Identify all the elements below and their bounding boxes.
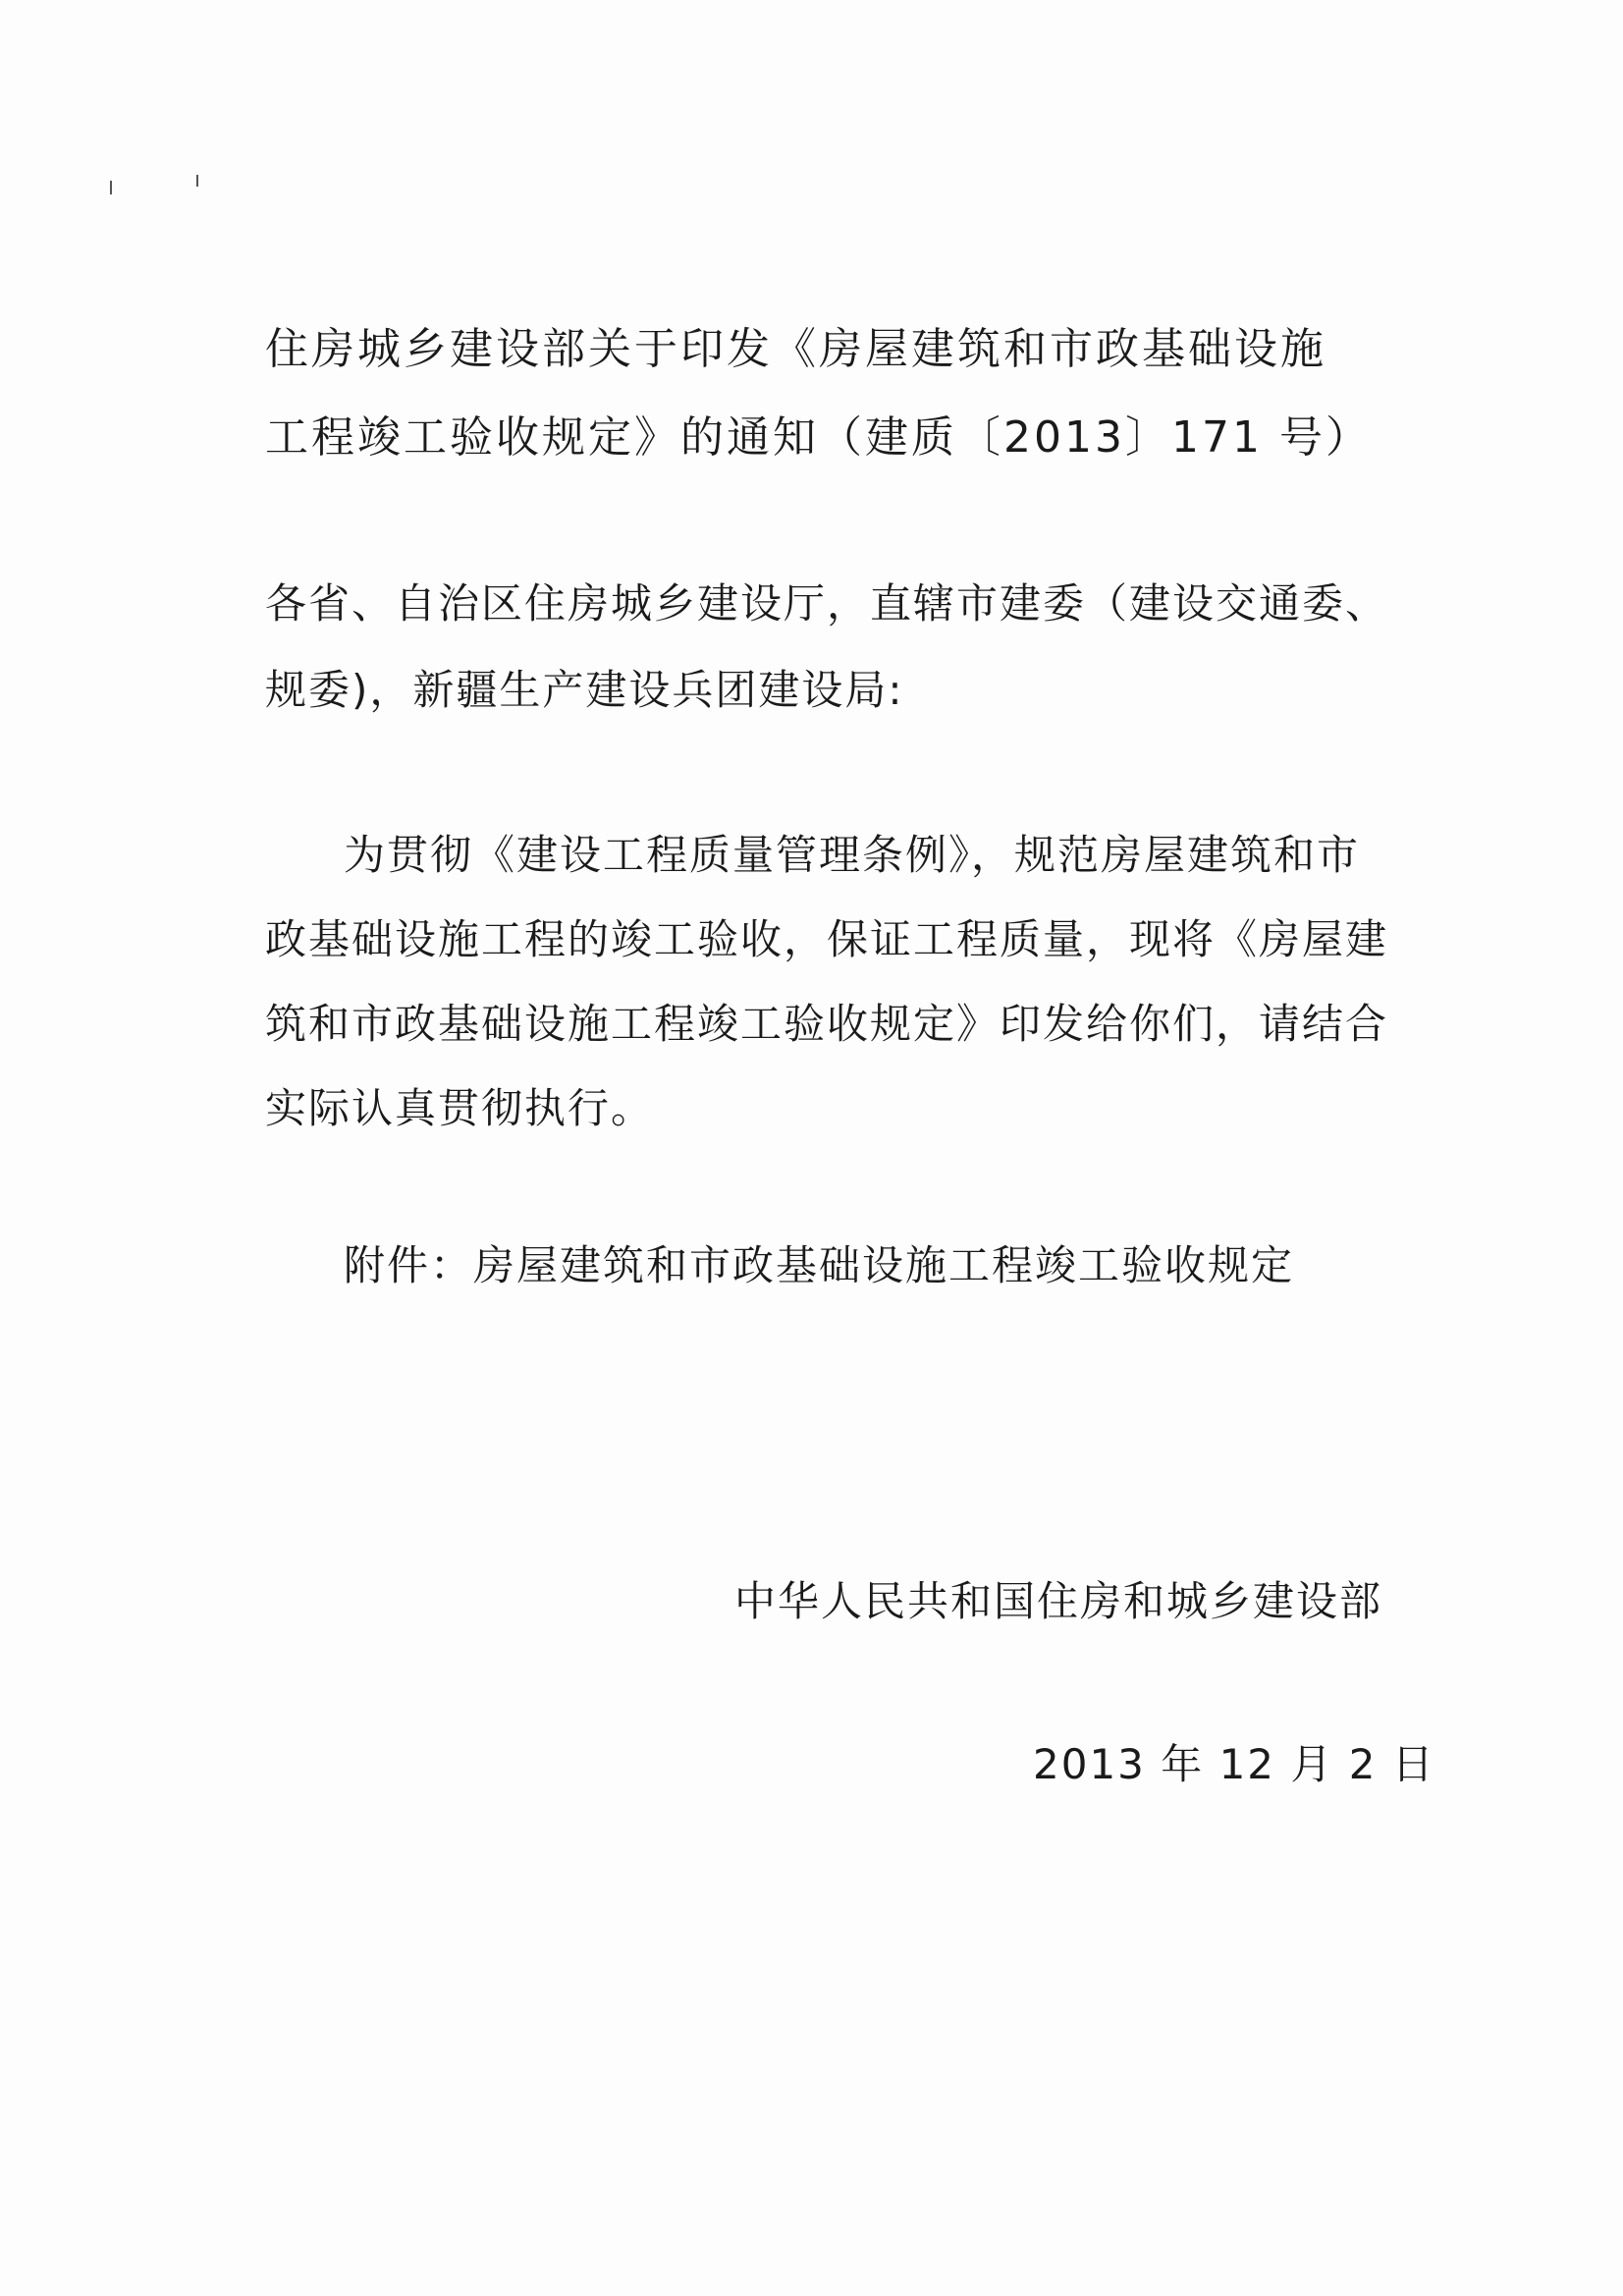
scan-speck <box>196 175 198 187</box>
scan-speck <box>110 181 112 194</box>
document-title-line-1: 住房城乡建设部关于印发《房屋建筑和市政基础设施 <box>265 324 1326 374</box>
addressee-line-1: 各省、自治区住房城乡建设厅，直辖市建委（建设交通委、 <box>265 579 1389 628</box>
addressee-line-2: 规委)，新疆生产建设兵团建设局: <box>265 666 904 714</box>
attachment-line: 附件：房屋建筑和市政基础设施工程竣工验收规定 <box>344 1241 1295 1289</box>
body-line: 为贯彻《建设工程质量管理条例》，规范房屋建筑和市 <box>344 831 1361 879</box>
body-line: 政基础设施工程的竣工验收，保证工程质量，现将《房屋建 <box>265 915 1389 963</box>
body-line: 筑和市政基础设施工程竣工验收规定》印发给你们，请结合 <box>265 1000 1389 1048</box>
body-line: 实际认真贯彻执行。 <box>265 1084 655 1132</box>
issuer-name: 中华人民共和国住房和城乡建设部 <box>734 1577 1383 1625</box>
document-title-line-2: 工程竣工验收规定》的通知（建质〔2013〕171 号） <box>265 412 1372 463</box>
issue-date: 2013 年 12 月 2 日 <box>1033 1740 1435 1788</box>
